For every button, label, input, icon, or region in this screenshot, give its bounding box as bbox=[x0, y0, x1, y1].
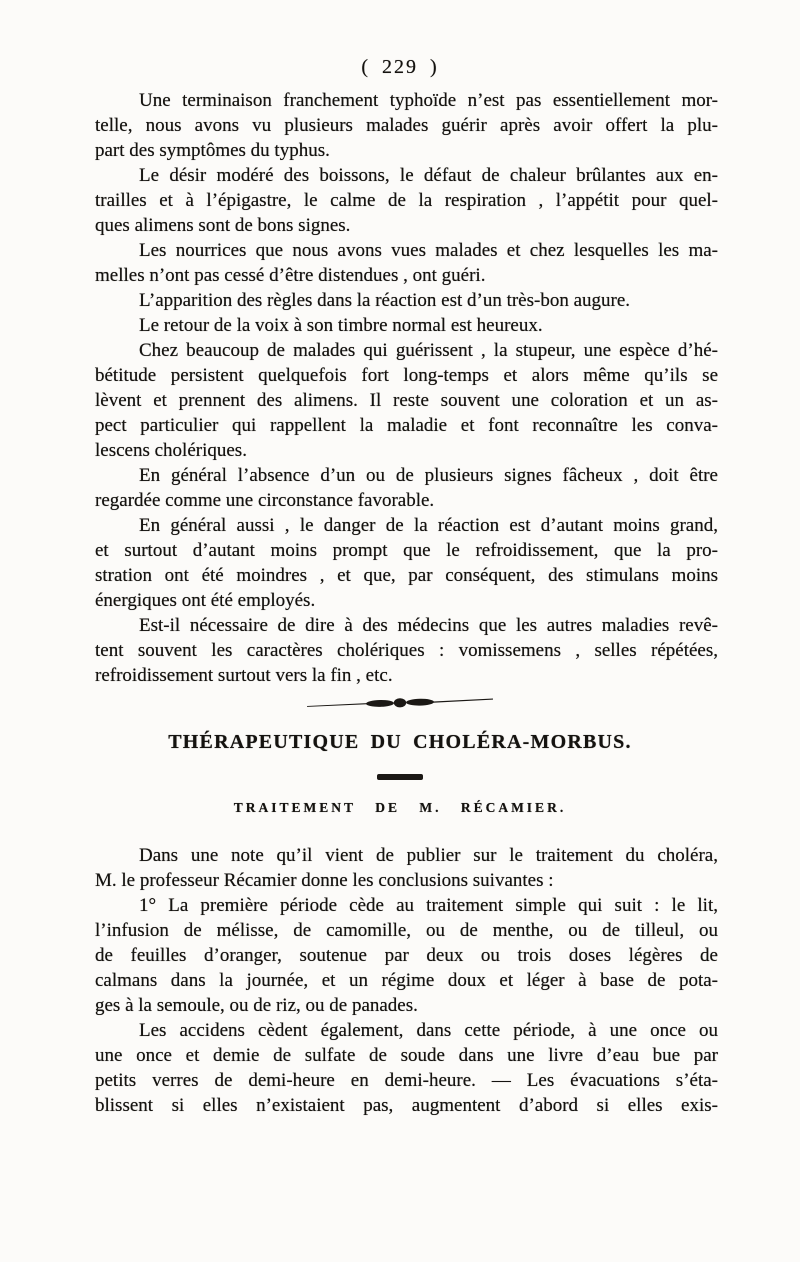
text-line: telle, nous avons vu plusieurs malades guérir après avoir offert la plu- bbox=[95, 115, 718, 136]
paragraph bbox=[95, 463, 718, 513]
text-line: blissent si elles n’existaient pas, augmentent d’abord si elles exis- bbox=[95, 1095, 718, 1116]
text-line: Une terminaison franchement typhoïde n’est pas essentiellement mor- bbox=[139, 90, 718, 111]
text-line: melles n’ont pas cessé d’être distendues , ont guéri. bbox=[95, 265, 486, 286]
text-line: part des symptômes du typhus. bbox=[95, 140, 330, 161]
page-number: ( 229 ) bbox=[361, 56, 439, 78]
text-line: En général aussi , le danger de la réaction est d’autant moins grand, bbox=[139, 515, 718, 536]
body-text-top bbox=[95, 88, 718, 688]
text-line: Le retour de la voix à son timbre normal est heureux. bbox=[139, 315, 543, 336]
paragraph bbox=[95, 513, 718, 613]
text-line: l’infusion de mélisse, de camomille, ou de menthe, ou de tilleul, ou bbox=[95, 920, 718, 941]
text-line: bétitude persistent quelquefois fort long-temps et alors même qu’ils se bbox=[95, 365, 718, 386]
text-line: L’apparition des règles dans la réaction est d’un très-bon augure. bbox=[139, 290, 631, 311]
text-line: ques alimens sont de bons signes. bbox=[95, 215, 351, 236]
paragraph bbox=[95, 338, 718, 463]
text-line: refroidissement surtout vers la fin , etc. bbox=[95, 665, 393, 686]
text-line: Dans une note qu’il vient de publier sur le traitement du choléra, bbox=[139, 845, 718, 866]
section-divider-ornament bbox=[0, 695, 800, 714]
text-line: et surtout d’autant moins prompt que le refroidissement, que la pro- bbox=[95, 540, 718, 561]
section-title: THÉRAPEUTIQUE DU CHOLÉRA-MORBUS. bbox=[168, 731, 632, 753]
text-line: petits verres de demi-heure en demi-heure. — Les évacuations s’éta- bbox=[95, 1070, 718, 1091]
text-line: 1° La première période cède au traitement simple qui suit : le lit, bbox=[139, 895, 718, 916]
text-line: calmans dans la journée, et un régime doux et léger à base de pota- bbox=[95, 970, 718, 991]
text-line: M. le professeur Récamier donne les conclusions suivantes : bbox=[95, 870, 554, 891]
text-line: lèvent et prennent des alimens. Il reste souvent une coloration et un as- bbox=[95, 390, 718, 411]
text-line: Les nourrices que nous avons vues malades et chez lesquelles les ma- bbox=[139, 240, 718, 261]
text-line: Le désir modéré des boissons, le défaut de chaleur brûlantes aux en- bbox=[139, 165, 718, 186]
paragraph bbox=[95, 1018, 718, 1118]
paragraph bbox=[95, 893, 718, 1018]
text-line: ges à la semoule, ou de riz, ou de panades. bbox=[95, 995, 418, 1016]
text-line: Chez beaucoup de malades qui guérissent , la stupeur, une espèce d’hé- bbox=[139, 340, 718, 361]
paragraph bbox=[95, 163, 718, 238]
body-text-bottom bbox=[95, 843, 718, 1118]
text-line: En général l’absence d’un ou de plusieurs signes fâcheux , doit être bbox=[139, 465, 718, 486]
text-line: lescens cholériques. bbox=[95, 440, 247, 461]
paragraph bbox=[95, 313, 718, 338]
paragraph bbox=[95, 843, 718, 893]
text-line: trailles et à l’épigastre, le calme de la respiration , l’appétit pour quel- bbox=[95, 190, 718, 211]
paragraph bbox=[95, 613, 718, 688]
text-line: pect particulier qui rappellent la maladie et font reconnaître les conva- bbox=[95, 415, 718, 436]
text-line: tent souvent les caractères cholériques : vomissemens , selles répétées, bbox=[95, 640, 718, 661]
text-line: Les accidens cèdent également, dans cette période, à une once ou bbox=[139, 1020, 718, 1041]
paragraph bbox=[95, 238, 718, 288]
subsection-title: TRAITEMENT DE M. RÉCAMIER. bbox=[233, 800, 567, 815]
paragraph bbox=[95, 288, 718, 313]
text-line: Est-il nécessaire de dire à des médecins que les autres maladies revê- bbox=[139, 615, 718, 636]
text-line: regardée comme une circonstance favorable. bbox=[95, 490, 435, 511]
text-line: de feuilles d’oranger, soutenue par deux ou trois doses légères de bbox=[95, 945, 718, 966]
fleuron-icon bbox=[305, 693, 495, 711]
paragraph bbox=[95, 88, 718, 163]
text-line: stration ont été moindres , et que, par conséquent, des stimulans moins bbox=[95, 565, 718, 586]
text-line: énergiques ont été employés. bbox=[95, 590, 316, 611]
title-rule bbox=[377, 774, 423, 780]
text-line: une once et demie de sulfate de soude dans une livre d’eau bue par bbox=[95, 1045, 718, 1066]
